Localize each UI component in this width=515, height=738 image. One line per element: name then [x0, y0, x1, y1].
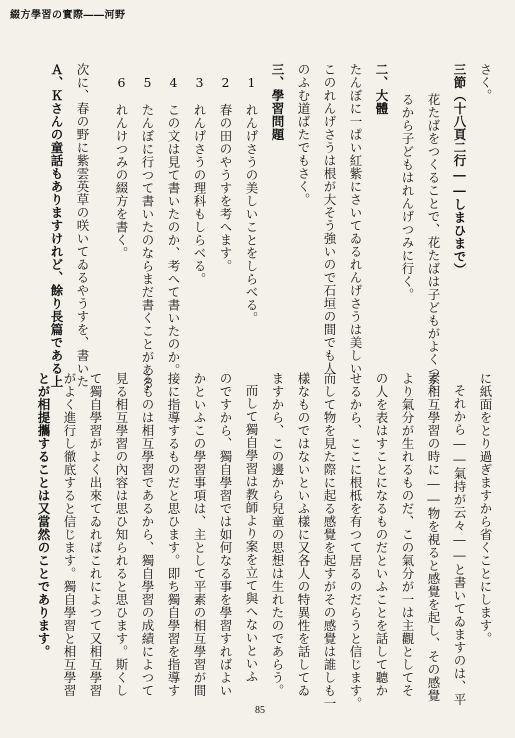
text-column: 3 れんげさうの理科もしらべる。	[192, 75, 207, 286]
text-column: て獨自學習がよく出來てゐればこれによつて又相互學習	[88, 372, 103, 697]
text-column: 接に指導するものだと思ひます。即ち獨自學習を指導す	[166, 372, 181, 697]
text-column: るものは相互學習であるから、獨自學習の成績によつて	[140, 372, 155, 697]
text-column: 5 たんぼに行つて書いたのならまだ書くことがある	[140, 75, 155, 390]
text-column: 2 春の田のやうすを考へます。	[218, 75, 233, 273]
text-column: 而して獨自學習は教師より案を立て與へないといふ	[244, 384, 259, 683]
text-column: たんぼに一ぱい紅紫にさいてゐるれんげさうは美しい	[348, 63, 363, 375]
text-column: Ａ、Ｋさんの童話もありますけれど、餘り長篇である上	[49, 63, 64, 388]
text-column: このれんげさうは根が大そう強いので石垣の間でも人	[322, 63, 337, 375]
text-column: とが相提攜することは又當然のことであります。	[36, 372, 51, 658]
text-column: 1 れんげさうの美しいことをしらべる。	[244, 75, 259, 325]
text-column: 而して物を見た際に起る感覺を起すがその感覺は誰しも一	[322, 372, 337, 710]
upper-text-block	[7, 63, 497, 392]
text-column: 花たばをつくることで、花たばは子どもがよくつく	[426, 93, 441, 392]
text-column: 4 この文は見て書いたのか、考へて書いたのか。	[166, 75, 181, 377]
text-column: それから――氣持が云々――と書いてゐますのは、平	[452, 384, 467, 706]
text-column: がよく進行し徹底すると信じます。獨自學習と相互學習	[62, 372, 77, 697]
text-column: 素相互學習の時に――物を視ると感覺を起し、その感覺	[426, 372, 441, 702]
text-column: 見る相互學習の內容は思ひ知られると思ひます。斯くし	[114, 372, 129, 697]
text-column: のですから、獨自學習では如何なる事を學習すればよい	[218, 372, 233, 697]
text-column: に紙面をとり過ぎますから省くことにします。	[478, 372, 493, 645]
text-column: さく。	[478, 63, 493, 102]
running-header: 綴方學習の實際――河野	[10, 10, 126, 21]
text-column: るから子どもはれんげつみに行く。	[400, 93, 415, 301]
text-column: ますから、この邊から兒童の思想は生れたのであらう。	[270, 372, 285, 697]
text-column: の人を表はすことになるものだといふことを話して聽か	[374, 372, 389, 697]
text-column: 三節（十八頁二行――しまひまで）	[452, 63, 467, 276]
page-number: 85	[255, 705, 265, 716]
text-column: 二、大體	[374, 63, 389, 115]
text-column: のふむ道ばたでもさく。	[296, 63, 311, 206]
lower-text-block	[7, 372, 497, 710]
text-column: より氣分が生れるものだ、この氣分が一は主觀としてそ	[400, 372, 415, 697]
text-column: せるから、ここに根柢を有つて居るのだらうと信じます。	[348, 372, 363, 710]
text-column: 6 れんけつみの綴方を書く。	[114, 75, 129, 260]
text-column: 樣なものではないといふ樣に又各人の特異性を話してゐ	[296, 372, 311, 697]
text-column: かといふこの學習事項は、主として平素の相互學習が間	[192, 372, 207, 697]
text-column: 三、學習問題	[270, 63, 285, 141]
text-column: 次に、春の野に紫雲英草の咲いてゐるやうすを、書いた	[75, 63, 90, 388]
